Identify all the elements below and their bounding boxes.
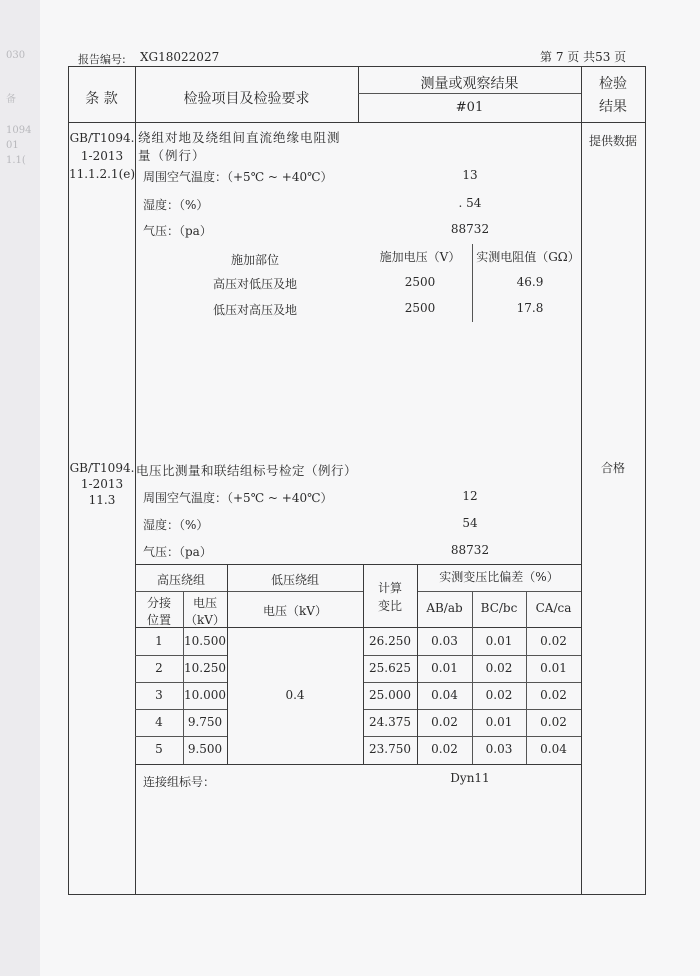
lv-voltage-header: 电压（kV）: [263, 604, 327, 618]
hv-voltage-header-line2: （kV）: [185, 613, 225, 627]
section2-humidity-label: 湿度：（%）: [143, 518, 209, 532]
ratio-bc: 0.02: [485, 661, 513, 675]
ratio-table-top: [135, 564, 581, 565]
insulation-row-resistance: 17.8: [516, 301, 544, 315]
section2-pressure-value: 88732: [450, 543, 490, 557]
report-page: [40, 0, 700, 976]
section1-conclusion: 提供数据: [588, 134, 637, 148]
ratio-col-hv: [227, 564, 228, 764]
ratio-hv: 10.500: [184, 634, 226, 648]
conclusion-header-line1: 检验: [599, 76, 627, 92]
hv-winding-header: 高压绕组: [156, 573, 205, 587]
result-column-divider: [581, 66, 582, 895]
ratio-col-bc: [526, 591, 527, 764]
tap-header-line1: 分接: [146, 596, 171, 610]
deviation-header: 实测变压比偏差（%）: [439, 570, 559, 584]
ratio-table-bottom: [135, 764, 581, 765]
calc-ratio-header-line1: 计算: [377, 581, 402, 595]
table-top-border: [68, 66, 646, 67]
ratio-hv: 9.750: [187, 715, 223, 729]
ratio-ab: 0.03: [431, 634, 458, 648]
insulation-row-position: 低压对高压及地: [212, 303, 297, 317]
report-number-label: 报告编号:: [78, 53, 126, 66]
ratio-header-mid-right: [417, 591, 581, 592]
lv-winding-header: 低压绕组: [270, 573, 319, 587]
section1-humidity-label: 湿度：（%）: [143, 198, 209, 212]
insulation-col-voltage: 施加电压（V）: [379, 250, 461, 264]
ratio-row-line: [135, 736, 227, 737]
ratio-calc: 25.625: [369, 661, 411, 675]
ratio-hv: 9.500: [187, 742, 223, 756]
section2-clause-line1: GB/T1094.: [69, 461, 135, 475]
section1-clause-line2: 1-2013: [80, 149, 124, 163]
conclusion-header-line2: 结果: [599, 99, 627, 115]
ratio-calc: 26.250: [369, 634, 411, 648]
ratio-ab: 0.02: [431, 715, 458, 729]
section2-humidity-value: 54: [462, 516, 478, 530]
ratio-tap: 3: [155, 688, 163, 702]
section1-pressure-value: 88732: [450, 222, 490, 236]
ratio-tap: 1: [155, 634, 163, 648]
vector-group-value: Dyn11: [450, 771, 490, 785]
insulation-row-voltage: 2500: [404, 301, 436, 315]
report-number: XG18022027: [140, 50, 220, 64]
dev-ca-header: CA/ca: [535, 601, 572, 615]
adjacent-page-edge: 030 备 1094 01 1.1(: [0, 0, 41, 976]
ratio-hv: 10.250: [184, 661, 226, 675]
insulation-row-voltage: 2500: [404, 275, 436, 289]
hv-voltage-header-line1: 电压: [192, 596, 217, 610]
section2-ambient-label: 周围空气温度：（+5℃ ~ +40℃）: [143, 491, 333, 505]
ratio-ab: 0.01: [431, 661, 458, 675]
ratio-row-line: [135, 709, 227, 710]
lv-voltage-value: 0.4: [285, 688, 305, 702]
ratio-ca: 0.01: [540, 661, 567, 675]
section1-ambient-value: 13: [462, 168, 478, 182]
section1-title-line2: 量（例行）: [138, 148, 206, 163]
calc-ratio-header-line2: 变比: [377, 599, 402, 613]
section2-ambient-value: 12: [462, 489, 478, 503]
clause-header: 条 款: [85, 91, 118, 107]
section1-title-line1: 绕组对地及绕组间直流绝缘电阻测: [138, 130, 341, 145]
table-header-bottom: [68, 122, 646, 123]
section1-clause-line3: 11.1.2.1(e): [68, 167, 136, 181]
ratio-ab: 0.04: [431, 688, 458, 702]
result-header: 测量或观察结果: [420, 76, 519, 92]
insulation-row-resistance: 46.9: [516, 275, 544, 289]
ratio-ca: 0.02: [540, 634, 567, 648]
ratio-bc: 0.03: [485, 742, 513, 756]
ratio-tap: 4: [155, 715, 163, 729]
ratio-ca: 0.02: [540, 715, 567, 729]
table-right-border: [645, 66, 646, 895]
ratio-calc: 25.000: [369, 688, 411, 702]
section2-clause-line3: 11.3: [88, 493, 116, 507]
section1-humidity-value: . 54: [458, 196, 482, 210]
ratio-calc: 24.375: [369, 715, 411, 729]
ratio-hv: 10.000: [184, 688, 226, 702]
ratio-row-line: [135, 682, 227, 683]
insulation-row-position: 高压对低压及地: [212, 277, 297, 291]
ratio-col-ab: [472, 591, 473, 764]
table-bottom-border: [68, 894, 646, 895]
section1-pressure-label: 气压：（pa）: [143, 224, 212, 238]
section2-clause-line2: 1-2013: [80, 477, 124, 491]
insulation-col-resistance: 实测电阻值（GΩ）: [476, 250, 580, 264]
ratio-tap: 2: [155, 661, 163, 675]
result-header-divider: [358, 93, 581, 94]
item-header: 检验项目及检验要求: [183, 91, 310, 107]
ratio-ca: 0.04: [540, 742, 567, 756]
section2-conclusion: 合格: [600, 461, 625, 475]
ratio-row-line: [135, 655, 227, 656]
section1-ambient-label: 周围空气温度：（+5℃ ~ +40℃）: [143, 170, 333, 184]
section2-pressure-label: 气压：（pa）: [143, 545, 212, 559]
vector-group-label: 连接组标号：: [143, 775, 216, 789]
section2-title: 电压比测量和联结组标号检定（例行）: [136, 463, 358, 478]
dev-ab-header: AB/ab: [426, 601, 463, 615]
tap-header-line2: 位置: [146, 613, 171, 627]
section1-clause-line1: GB/T1094.: [69, 131, 135, 145]
insulation-col-position: 施加部位: [230, 253, 279, 267]
ratio-bc: 0.01: [485, 715, 513, 729]
ratio-ca: 0.02: [540, 688, 567, 702]
ratio-bc: 0.02: [485, 688, 513, 702]
ratio-tap: 5: [155, 742, 163, 756]
ratio-bc: 0.01: [485, 634, 513, 648]
ratio-header-mid: [135, 591, 363, 592]
sample-id: #01: [455, 100, 484, 115]
ratio-ab: 0.02: [431, 742, 458, 756]
dev-bc-header: BC/bc: [480, 601, 518, 615]
page-info: 第 7 页 共53 页: [540, 50, 627, 64]
ratio-calc: 23.750: [369, 742, 411, 756]
